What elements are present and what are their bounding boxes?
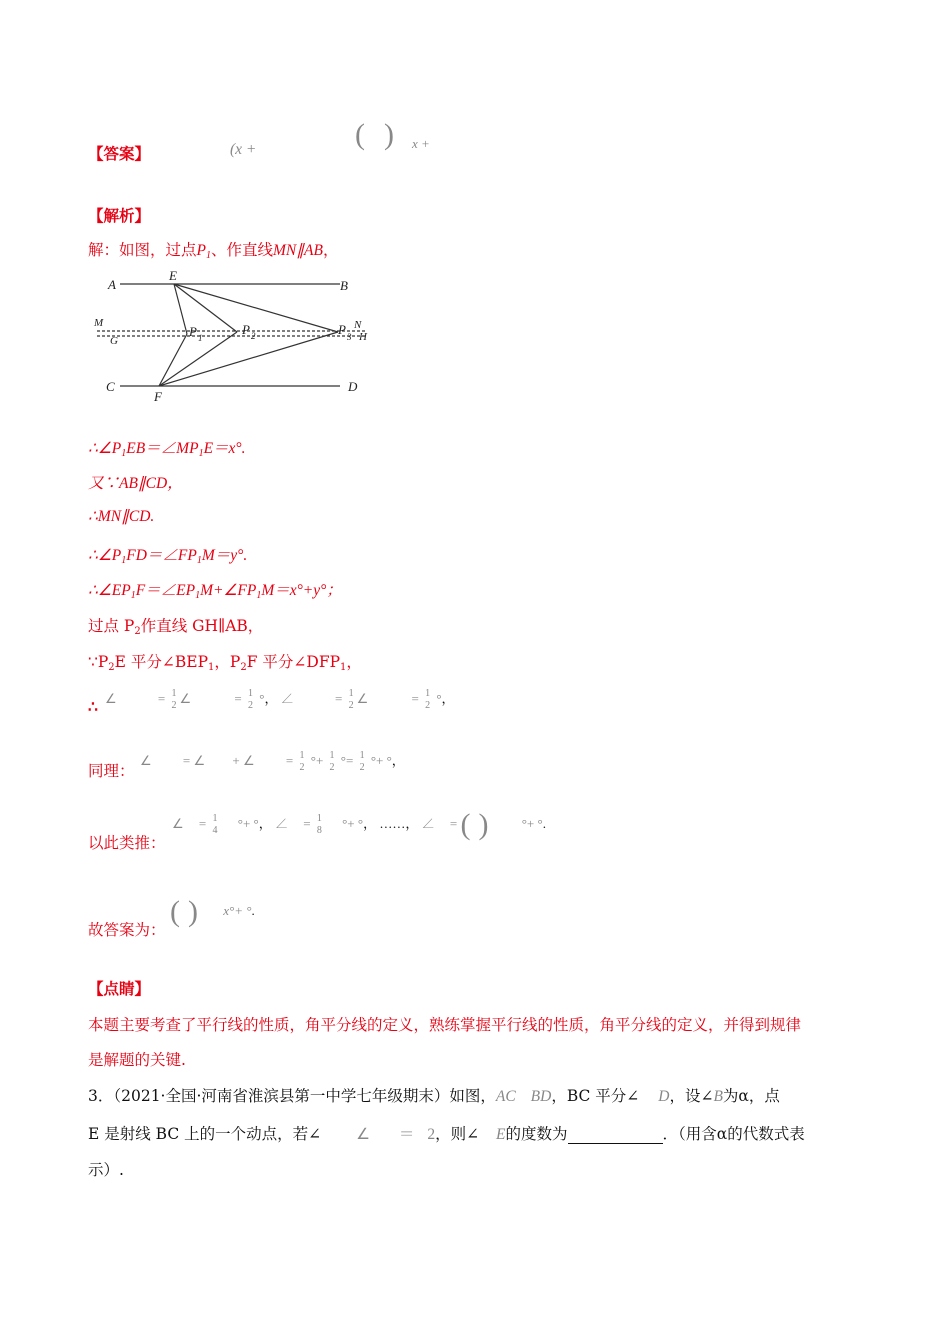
- step-10: [88, 831, 166, 853]
- q3-line-1: [88, 1084, 780, 1106]
- analysis-intro: [88, 238, 338, 261]
- step-11: [88, 918, 166, 940]
- comment-line-2: [88, 1048, 186, 1070]
- equals-icon-4: =: [411, 691, 419, 706]
- step-7-d: F 平分∠DFP: [246, 653, 341, 671]
- angle-icon: ∠: [105, 691, 117, 706]
- q3-line1-c: ，设∠: [669, 1087, 714, 1105]
- ellipsis: ……: [379, 815, 406, 831]
- step-7-sub: 2: [108, 662, 115, 673]
- step-9-formula: [140, 750, 405, 774]
- right-paren-icon-2: ): [478, 808, 489, 841]
- q3-line1-d: 为α，点: [722, 1087, 780, 1105]
- angle-icon-2: ∠: [179, 691, 192, 706]
- answer-paren: [355, 120, 394, 150]
- step-7-c: ，P: [214, 653, 241, 671]
- answer-blank[interactable]: [568, 1127, 663, 1144]
- step-4-a: ∴∠P: [88, 547, 122, 564]
- q3-line3-text: 示）.: [88, 1161, 124, 1179]
- step-1-c: E＝x°.: [203, 440, 246, 457]
- step-5-sub3: 1: [256, 590, 262, 601]
- step-6-sub: 2: [134, 626, 141, 637]
- step-5-b: F＝∠EP: [135, 582, 196, 599]
- q3-line1-a: 3．（2021·全国·河南省淮滨县第一中学七年级期末）如图，: [88, 1087, 496, 1105]
- step-7-e: ，: [346, 653, 362, 671]
- step-4-b: FD＝∠FP: [126, 547, 197, 564]
- fraction-icon-3: 1 2: [348, 688, 354, 712]
- equals-icon-10: =: [449, 815, 458, 831]
- step-8-formula: [105, 688, 455, 712]
- fig-label-n: N: [354, 319, 362, 331]
- seg-e-p3: [174, 284, 338, 332]
- step-1: [88, 436, 245, 459]
- step-4-c: M＝y°.: [201, 547, 248, 564]
- intro-text: 解：如图，过点: [88, 241, 197, 259]
- fig-label-d: D: [348, 379, 358, 394]
- equals-icon-9: =: [303, 815, 311, 831]
- q3-ac: AC: [495, 1088, 516, 1105]
- q3-d: D: [658, 1088, 670, 1105]
- fig-label-c: C: [106, 379, 115, 394]
- period-icon: .: [542, 815, 546, 831]
- q3-two: 2: [427, 1126, 436, 1143]
- plus-icon-3: °+ °: [370, 753, 392, 768]
- angle-icon-6: ∠: [193, 753, 206, 768]
- equals-icon: =: [157, 691, 166, 706]
- angle-icon-5: ∠: [140, 753, 152, 768]
- equals-icon-7: °=: [340, 753, 354, 768]
- step-6-a: 过点 P: [88, 617, 135, 635]
- q3-line2-b: ∠: [356, 1126, 370, 1143]
- right-paren-icon-3: ): [188, 895, 198, 928]
- step-10-formula: [172, 810, 546, 840]
- comment-label: [88, 977, 150, 999]
- intro-line: MN∥AB: [273, 242, 323, 259]
- fraction-icon-9: 1 8: [316, 813, 322, 836]
- left-paren-icon: (: [355, 118, 365, 151]
- fraction-icon-8: 1 4: [212, 813, 218, 836]
- fraction-icon: 1 2: [171, 688, 177, 712]
- fig-label-f: F: [154, 389, 162, 404]
- step-7-sub2: 1: [208, 662, 215, 673]
- geometry-figure: [92, 268, 392, 408]
- step-1-sub2: 1: [198, 448, 204, 459]
- intro-point: P: [196, 242, 206, 259]
- fraction-icon-7: 1 2: [359, 750, 365, 774]
- step-7-b: E 平分∠BEP: [114, 653, 209, 671]
- answer-formula-1: [230, 140, 256, 159]
- answer-formula-text-1: (x +: [230, 141, 257, 158]
- angle-icon-10: ∠: [421, 815, 435, 831]
- q3-line1-b: ，BC 平分∠: [551, 1087, 640, 1105]
- angle-icon-8: ∠: [172, 815, 184, 831]
- fraction-icon-4: 1 2: [425, 688, 431, 712]
- fig-label-a: A: [108, 277, 116, 292]
- q3-line2-f: ．（用含α的代数式表: [662, 1125, 805, 1143]
- period-icon-2: .: [251, 902, 255, 918]
- analysis-label-text: 【解析】: [88, 206, 151, 225]
- answer-label: [88, 142, 150, 164]
- right-paren-icon: ): [383, 118, 394, 151]
- comment-text-2: 是解题的关键.: [88, 1051, 186, 1069]
- step-7-a: ∵P: [88, 653, 109, 671]
- q3-line2-e: 的度数为: [505, 1125, 568, 1143]
- step-5-sub2: 1: [195, 590, 201, 601]
- intro-rest: 、作直线: [210, 241, 273, 259]
- angle-icon-3: ∠: [280, 691, 294, 706]
- plus-icon-4: °+ °: [237, 815, 259, 831]
- q3-bd: BD: [530, 1088, 552, 1105]
- q3-b: B: [713, 1088, 723, 1105]
- q3-line2-c: ＝: [398, 1126, 415, 1143]
- step-3: [88, 507, 154, 526]
- comment-line-1: [88, 1013, 801, 1035]
- fig-label-p3: P: [338, 322, 346, 337]
- q3-e: E: [496, 1126, 506, 1143]
- comment-label-text: 【点睛】: [88, 979, 151, 998]
- equals-icon-5: =: [182, 753, 191, 768]
- comma-icon-3: ，: [391, 753, 405, 768]
- step-2: [88, 471, 183, 493]
- step-5-c: M+∠FP: [200, 582, 257, 599]
- fig-label-p2: P: [242, 322, 250, 337]
- fig-label-b: B: [340, 278, 348, 293]
- step-11-text: 故答案为：: [88, 921, 166, 939]
- step-9: [88, 759, 135, 781]
- angle-icon-7: ∠: [243, 753, 255, 768]
- step-7-sub4: 1: [340, 662, 347, 673]
- angle-icon-4: ∠: [356, 691, 369, 706]
- step-2-text: 又∵AB∥CD，: [88, 475, 183, 492]
- step-11-formula: [170, 897, 255, 927]
- fraction-icon-5: 1 2: [299, 750, 305, 774]
- plus-icon-6: °+ °: [521, 815, 543, 831]
- fig-label-m: M: [94, 317, 104, 329]
- q3-line-3: [88, 1158, 124, 1180]
- step-4: [88, 543, 247, 566]
- degree-icon: °: [259, 691, 265, 706]
- step-6: [88, 614, 263, 637]
- q3-line2-d: ，则∠: [435, 1125, 480, 1143]
- answer-formula-text-2: x +: [412, 136, 430, 151]
- step-4-sub2: 1: [196, 555, 202, 566]
- answer-formula-2: [412, 134, 430, 152]
- left-paren-icon-3: (: [170, 895, 180, 928]
- comma-icon-6: ，: [405, 815, 419, 831]
- comma-icon-4: ，: [258, 815, 272, 831]
- comma-icon-5: ，: [363, 815, 377, 831]
- step-4-sub: 1: [121, 555, 127, 566]
- step-1-sub: 1: [121, 448, 127, 459]
- step-1-b: EB＝∠MP: [126, 440, 199, 457]
- comma-icon-2: ，: [441, 691, 455, 706]
- step-8-text: ∴: [88, 697, 98, 716]
- step-1-a: ∴∠P: [88, 440, 122, 457]
- step-5: [88, 578, 342, 601]
- step-5-a: ∴∠EP: [88, 582, 131, 599]
- equals-icon-3: =: [334, 691, 343, 706]
- fig-label-g: G: [110, 335, 118, 347]
- step-10-text: 以此类推：: [88, 834, 166, 852]
- step-7-sub3: 2: [240, 662, 247, 673]
- left-paren-icon-2: (: [460, 808, 471, 841]
- step-8: [88, 697, 98, 716]
- seg-e-p1: [174, 284, 187, 334]
- fig-label-p3-sub: 3: [347, 332, 352, 342]
- step-7: [88, 650, 362, 673]
- fig-label-p1-sub: 1: [198, 333, 203, 343]
- comment-text-1: 本题主要考查了平行线的性质，角平分线的定义，熟练掌握平行线的性质，角平分线的定义，并得到规律: [88, 1016, 802, 1034]
- intro-sub: 1: [205, 250, 211, 261]
- step-6-b: 作直线 GH∥AB，: [140, 617, 264, 635]
- seg-f-p3: [159, 332, 338, 386]
- fig-label-p1: P: [189, 324, 197, 339]
- fraction-icon-2: 1 2: [248, 688, 253, 712]
- plus-icon: +: [232, 753, 240, 768]
- step-9-text: 同理：: [88, 762, 135, 780]
- fig-label-h: H: [359, 331, 367, 343]
- degree-icon-2: °: [436, 691, 442, 706]
- equals-icon-2: =: [234, 691, 242, 706]
- intro-end: ，: [322, 241, 339, 259]
- seg-e-p2: [174, 284, 237, 332]
- fraction-icon-6: 1 2: [329, 750, 335, 774]
- q3-line2-a: E 是射线 BC 上的一个动点，若∠: [88, 1125, 322, 1143]
- equals-icon-8: =: [198, 815, 207, 831]
- step-5-d: M＝x°+y°；: [261, 582, 342, 599]
- plus-icon-2: °+: [310, 753, 324, 768]
- equals-icon-6: =: [285, 753, 294, 768]
- answer-label-text: 【答案】: [88, 144, 151, 163]
- q3-line-2: [88, 1122, 805, 1144]
- plus-icon-5: °+ °: [342, 815, 364, 831]
- step-5-sub: 1: [130, 590, 136, 601]
- fig-label-e: E: [169, 268, 177, 283]
- fig-label-p2-sub: 2: [251, 331, 256, 341]
- angle-icon-9: ∠: [275, 815, 289, 831]
- analysis-label: [88, 204, 150, 226]
- comma-icon: ，: [264, 691, 278, 706]
- x-variable: x°+ °: [223, 902, 252, 918]
- step-3-text: ∴MN∥CD.: [88, 508, 155, 525]
